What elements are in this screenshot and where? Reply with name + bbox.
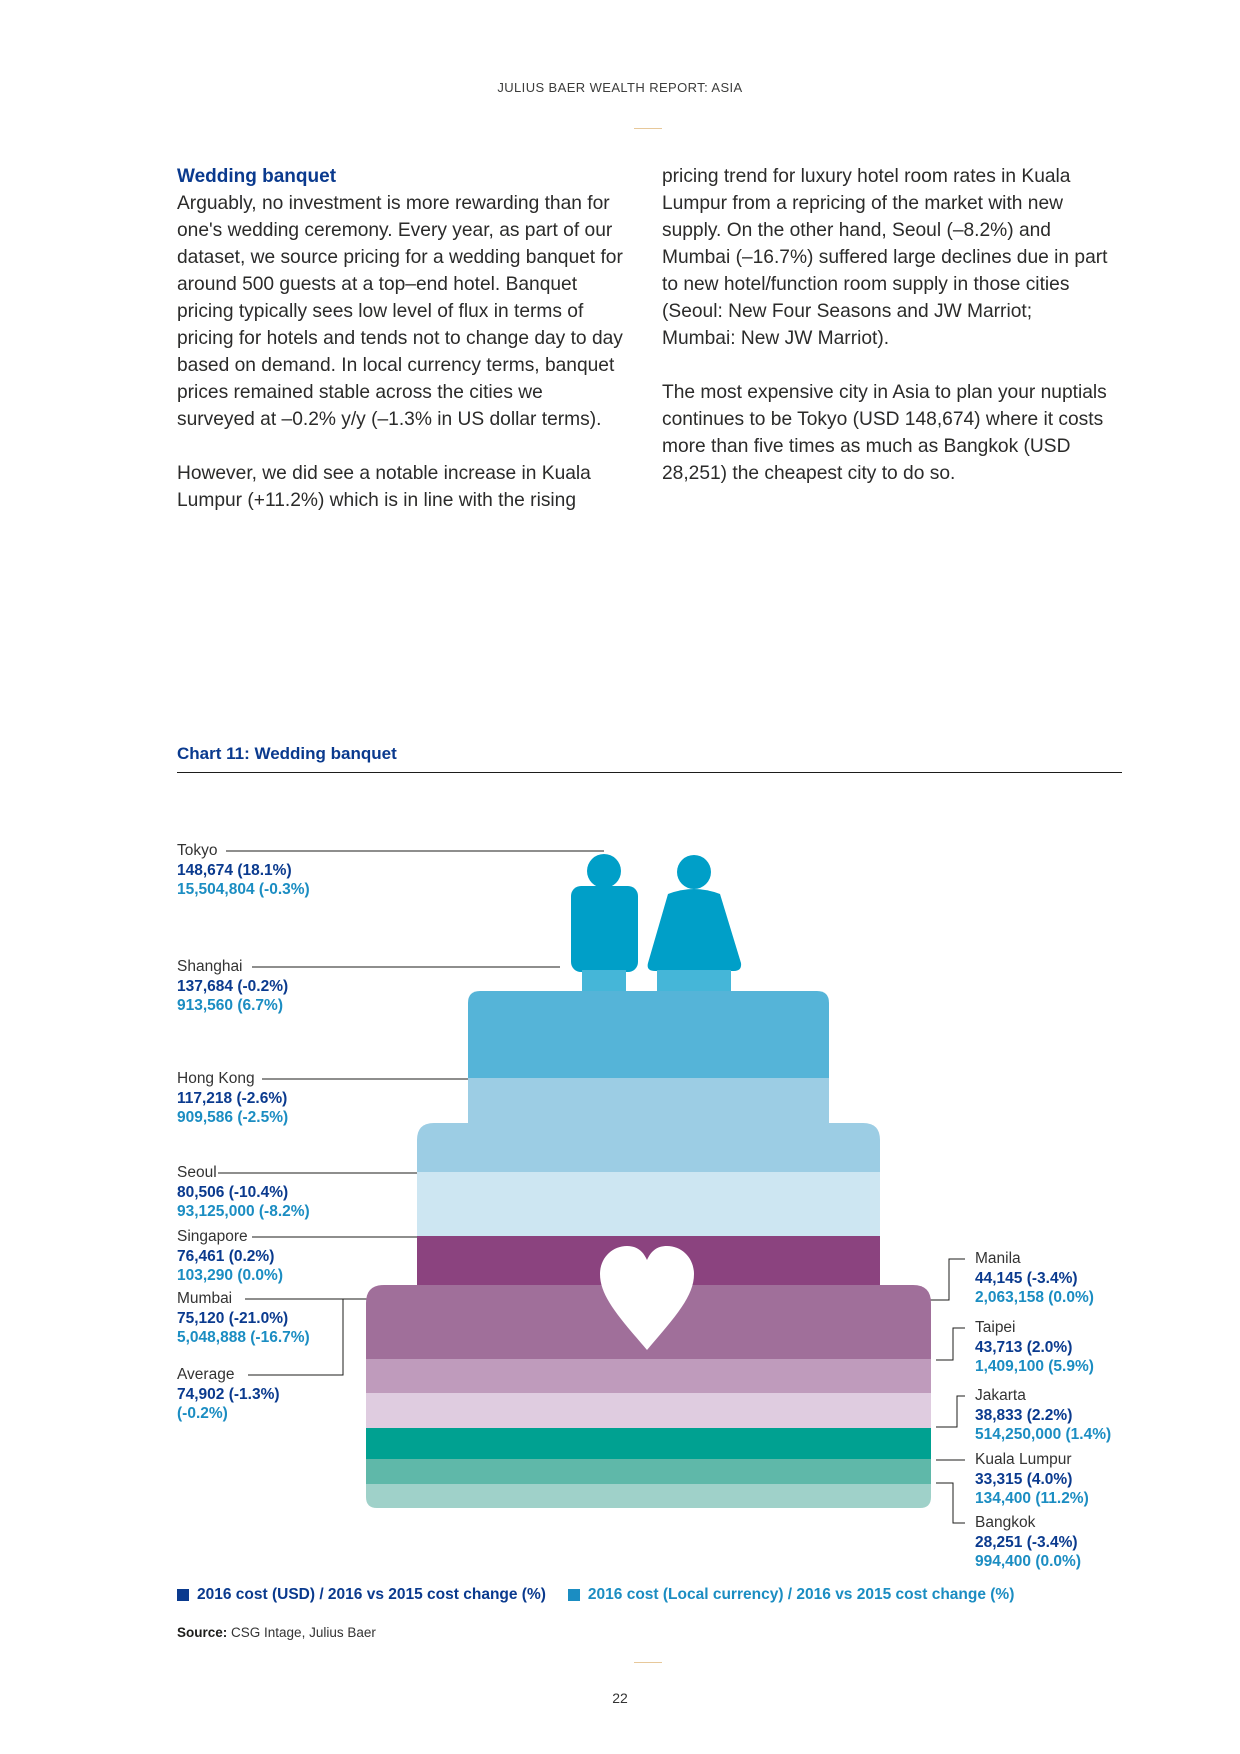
label-shanghai [177,957,288,1016]
label-average [177,1365,280,1424]
label-usd: 43,713 (2.0%) [975,1338,1073,1356]
bride-head [677,855,711,889]
label-hong-kong [177,1069,288,1128]
label-singapore [177,1227,283,1286]
label-usd: 74,902 (-1.3%) [177,1385,280,1403]
label-city: Bangkok [975,1514,1036,1531]
source-note [177,1625,376,1640]
source-label: Source: [177,1625,228,1640]
label-local: 134,400 (11.2%) [975,1490,1089,1507]
label-usd: 137,684 (-0.2%) [177,977,289,995]
connector-jakarta [936,1396,965,1427]
label-mumbai [177,1289,310,1348]
legend-label-local: 2016 cost (Local currency) / 2016 vs 2015 cost change (%) [587,1586,1015,1603]
label-local: 994,400 (0.0%) [975,1553,1081,1570]
label-city: Tokyo [177,842,218,859]
label-usd: 80,506 (-10.4%) [177,1183,289,1201]
chart-legend [177,1586,1014,1604]
label-city: Mumbai [177,1290,233,1307]
connector-manila [928,1259,965,1300]
label-local: 103,290 (0.0%) [177,1267,283,1284]
tier2-upper [417,1123,880,1173]
label-city: Hong Kong [177,1070,255,1087]
legend-label-usd: 2016 cost (USD) / 2016 vs 2015 cost change (%) [197,1586,546,1603]
label-local: 1,409,100 (5.9%) [975,1358,1094,1375]
legend-swatch-usd [177,1589,189,1601]
tier1-upper [468,991,829,1079]
label-usd: 117,218 (-2.6%) [177,1089,288,1107]
groom-figure [571,854,638,994]
paragraph: Arguably, no investment is more rewarding than for one's wedding ceremony. Every year, as part of our dataset, we source pricing for a wedding banquet for around 500 guests at a top–end hotel. Banquet pricing typically sees low level of flux in terms of pricing for hotels and tends not to change day to day based on demand. In local currency terms, banquet prices remained stable across the cities we surveyed at –0.2% y/y (–1.3% in US dollar terms). [177,193,623,430]
label-city: Jakarta [975,1387,1026,1404]
groom-body [571,886,638,972]
tier4-teal [366,1428,931,1460]
legend-item-local [568,1586,1014,1604]
connector-taipei [936,1328,965,1360]
tier4-mid [366,1459,931,1485]
running-header: JULIUS BAER WEALTH REPORT: ASIA [497,80,743,95]
label-local: 15,504,804 (-0.3%) [177,881,310,898]
label-local: 913,560 (6.7%) [177,997,283,1014]
page-number: 22 [612,1690,628,1706]
label-usd: 75,120 (-21.0%) [177,1309,289,1327]
paragraph: pricing trend for luxury hotel room rates in Kuala Lumpur from a repricing of the market with new supply. On the other hand, Seoul (–8.2%) and Mumbai (–16.7%) suffered large declines due in part to new hotel/function room supply in those cities (Seoul: New Four Seasons and JW Marriot; Mumbai: New JW Marriot). [662,166,1108,349]
connector-bangkok [936,1483,965,1523]
label-local: 93,125,000 (-8.2%) [177,1203,310,1220]
label-local: (-0.2%) [177,1405,228,1422]
paragraph: The most expensive city in Asia to plan your nuptials continues to be Tokyo (USD 148,674) where it costs more than five times as much as Bangkok (USD 28,251) the cheapest city to do so. [662,382,1107,484]
label-local: 514,250,000 (1.4%) [975,1426,1112,1443]
paragraph: However, we did see a notable increase in Kuala Lumpur (+11.2%) which is in line with the rising [177,463,591,511]
label-city: Taipei [975,1319,1016,1336]
tier3-light [366,1393,931,1429]
label-local: 5,048,888 (-16.7%) [177,1329,310,1346]
label-local: 2,063,158 (0.0%) [975,1289,1094,1306]
label-bangkok [975,1513,1081,1572]
label-usd: 28,251 (-3.4%) [975,1533,1078,1551]
section-heading: Wedding banquet [177,166,337,187]
label-kuala-lumpur [975,1450,1089,1509]
label-local: 909,586 (-2.5%) [177,1109,289,1126]
label-city: Seoul [177,1164,217,1181]
label-manila [975,1249,1094,1308]
label-usd: 33,315 (4.0%) [975,1470,1073,1488]
label-city: Singapore [177,1228,248,1245]
label-usd: 38,833 (2.2%) [975,1406,1073,1424]
label-usd: 44,145 (-3.4%) [975,1269,1078,1287]
label-usd: 148,674 (18.1%) [177,861,292,879]
groom-legs [582,970,626,994]
tier3-mid [366,1359,931,1394]
tier2-lower [417,1172,880,1237]
label-city: Kuala Lumpur [975,1451,1072,1468]
label-city: Average [177,1366,235,1383]
bride-figure [648,855,741,994]
legend-swatch-local [568,1589,580,1601]
bride-dress [648,889,741,971]
label-seoul [177,1163,310,1222]
legend-item-usd [177,1586,546,1604]
label-usd: 76,461 (0.2%) [177,1247,275,1265]
label-city: Manila [975,1250,1021,1267]
groom-head [587,854,621,888]
label-city: Shanghai [177,958,243,975]
label-jakarta [975,1386,1111,1445]
bride-legs [657,970,731,994]
label-tokyo [177,841,310,900]
label-taipei [975,1318,1094,1377]
footer-divider [634,1662,662,1663]
tier4-light [366,1484,931,1508]
source-text: CSG Intage, Julius Baer [231,1625,376,1640]
chart-title: Chart 11: Wedding banquet [177,744,397,763]
